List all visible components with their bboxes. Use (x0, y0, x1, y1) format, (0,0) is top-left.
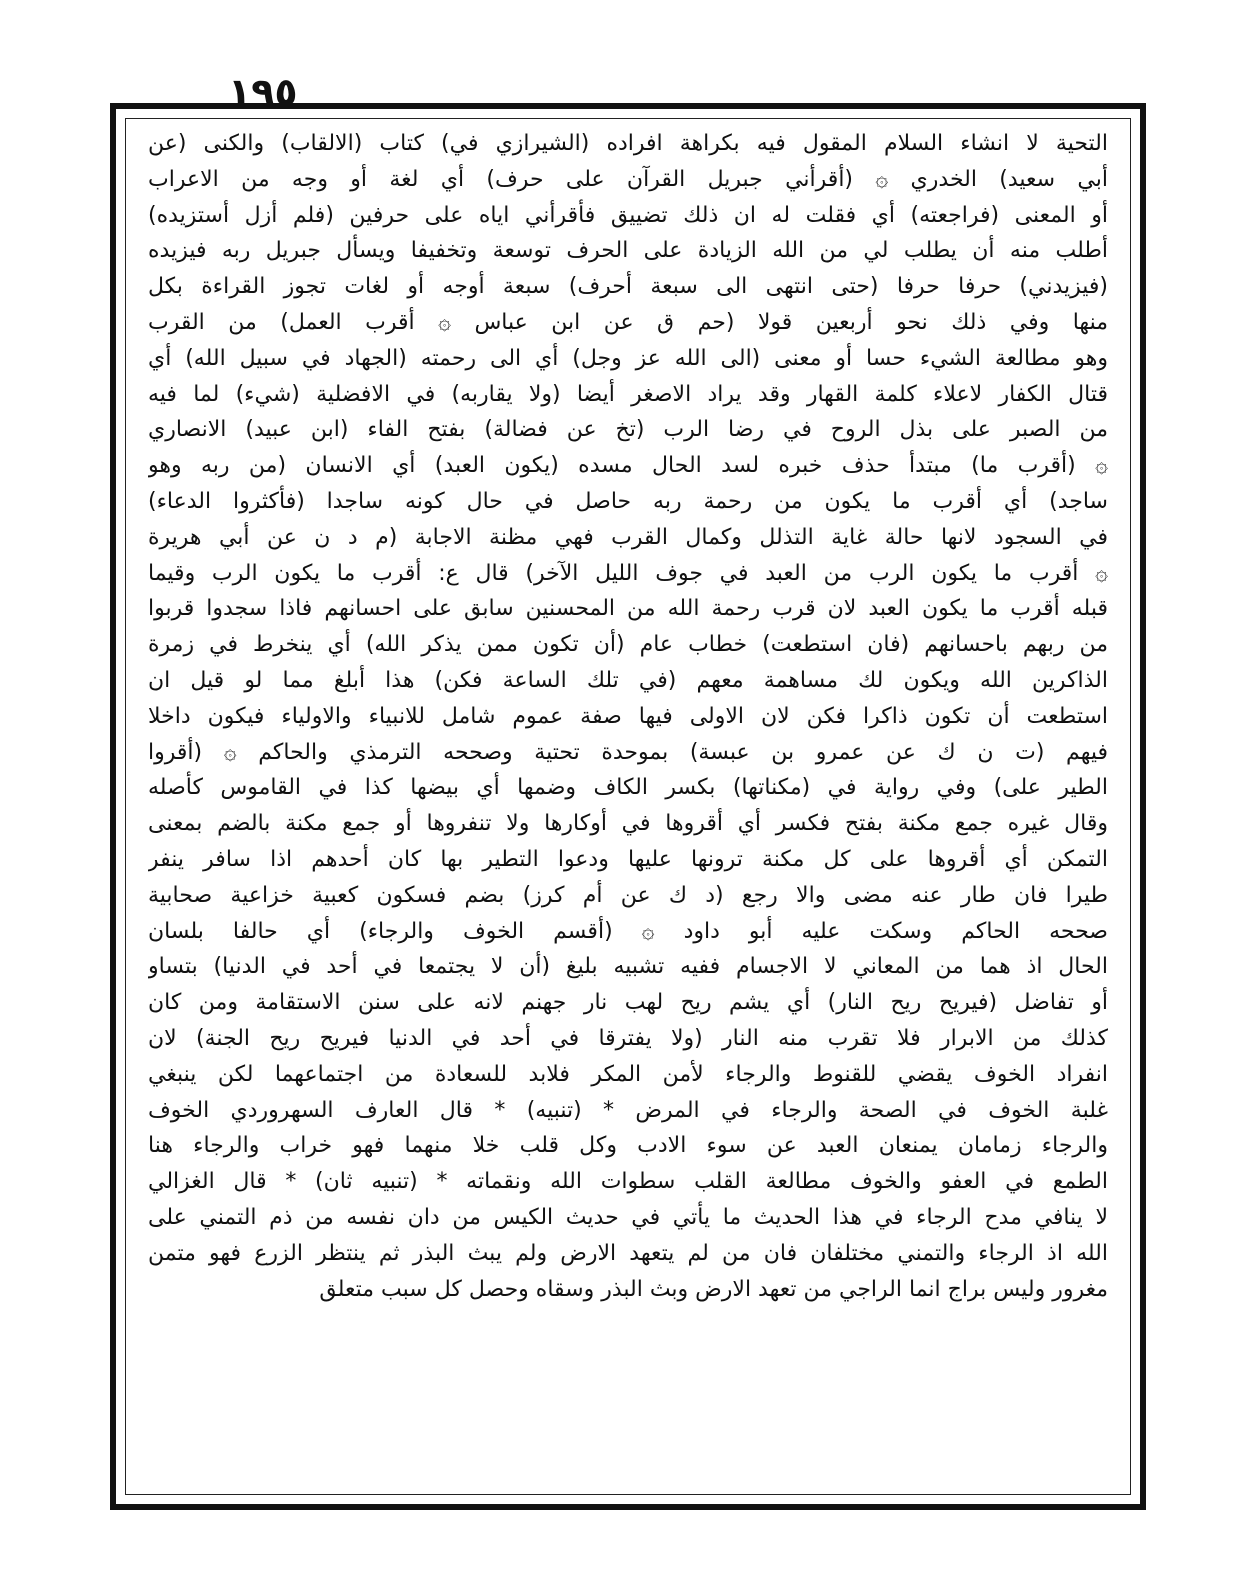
text-line-1: التحية لا انشاء السلام المقول فيه بكراهة افراده (الشيرازي في) كتاب (الالقاب) والكنى (عن (148, 131, 1108, 156)
text-line-18: فيهم (ت ن ك عن عمرو بن عبسة) بموحدة تحتية وصححه الترمذي والحاكم ۞ (أقروا (148, 739, 1108, 765)
text-line-21: التمكن أي أقروها على كل مكنة ترونها عليها ودعوا التطير بها كان أحدهم اذا سافر ينفر (148, 846, 1108, 872)
text-line-28: غلبة الخوف في الصحة والرجاء في المرض * (تنبيه) * قال العارف السهروردي الخوف (148, 1097, 1108, 1123)
text-body (148, 126, 1108, 1307)
text-line-33: مغرور وليس براج انما الراجي من تعهد الارض وبث البذر وسقاه وحصل كل سبب متعلق (319, 1276, 1108, 1302)
text-line-20: وقال غيره جمع مكنة بفتح فكسر أي أقروها في أوكارها ولا تنفروها أو جمع مكنة بالضم بمعنى (148, 811, 1108, 837)
text-line-15: من ربهم باحسانهم (فان استطعت) خطاب عام (أن تكون ممن يذكر الله) أي ينخرط في زمرة (148, 632, 1108, 658)
text-line-30: الطمع في العفو والخوف مطالعة القلب سطوات الله ونقماته * (تنبيه ثان) * قال الغزالي (148, 1169, 1108, 1195)
text-line-7: وهو مطالعة الشيء حسا أو معنى (الى الله عز وجل) أي الى رحمته (الجهاد في سبيل الله) أي (148, 345, 1108, 371)
text-line-27: انفراد الخوف يقضي للقنوط والرجاء لأمن المكر فلابد للسعادة من اجتماعهما لكن ينبغي (148, 1061, 1108, 1087)
text-line-24: الحال اذ هما من المعاني لا الاجسام ففيه تشبيه بليغ (أن لا يجتمعا في أحد في الدنيا) بتساو (148, 954, 1108, 980)
text-line-3: أو المعنى (فراجعته) أي فقلت له ان ذلك تضييق فأقرأني اياه على حرفين (فلم أزل أستزيده) (148, 202, 1108, 228)
text-line-23: صححه الحاكم وسكت عليه أبو داود ۞ (أقسم الخوف والرجاء) أي حالفا بلسان (148, 918, 1108, 944)
text-line-4: أطلب منه أن يطلب لي من الله الزيادة على الحرف توسعة وتخفيفا ويسأل جبريل ربه فيزيده (148, 238, 1108, 264)
text-line-6: منها وفي ذلك نحو أربعين قولا (حم ق عن ابن عباس ۞ أقرب العمل) من القرب (148, 309, 1108, 335)
text-line-26: كذلك من الابرار فلا تقرب منه النار (ولا يفترقا في أحد في الدنيا فيريح ريح الجنة) لان (148, 1025, 1108, 1051)
text-line-17: استطعت أن تكون ذاكرا فكن لان الاولى فيها صفة عموم شامل للانبياء والاولياء فيكون داخلا (148, 703, 1108, 729)
text-line-13: ۞ أقرب ما يكون الرب من العبد في جوف الليل الآخر) قال ع: أقرب ما يكون الرب وقيما (148, 560, 1108, 586)
text-line-16: الذاكرين الله ويكون لك مساهمة معهم (في تلك الساعة فكن) هذا أبلغ مما لو قيل ان (148, 667, 1108, 693)
text-line-31: لا ينافي مدح الرجاء في هذا الحديث ما يأتي في حديث الكيس من دان نفسه من ذم التمني على (148, 1204, 1108, 1230)
page-number: ١٩٥ (228, 70, 298, 114)
text-line-19: الطير على) وفي رواية في (مكناتها) بكسر الكاف وضمها أي بيضها كذا في القاموس كأصله (148, 775, 1108, 801)
text-line-25: أو تفاضل (فيريح ريح النار) أي يشم ريح لهب نار جهنم لانه على سنن الاستقامة ومن كان (148, 990, 1108, 1016)
text-line-5: (فيزيدني) حرفا حرفا (حتى انتهى الى سبعة أحرف) سبعة أوجه أو لغات تجوز القراءة بكل (148, 274, 1108, 300)
text-line-11: ساجد) أي أقرب ما يكون من رحمة ربه حاصل في حال كونه ساجدا (فأكثروا الدعاء) (148, 488, 1108, 514)
text-line-10: ۞ (أقرب ما) مبتدأ حذف خبره لسد الحال مسده (يكون العبد) أي الانسان (من ربه وهو (148, 453, 1108, 479)
text-line-8: قتال الكفار لاعلاء كلمة القهار وقد يراد الاصغر أيضا (ولا يقاربه) في الافضلية (شيء) لما فيه (148, 381, 1108, 407)
text-line-29: والرجاء زمامان يمنعان العبد عن سوء الادب وكل قلب خلا منهما فهو خراب والرجاء هنا (148, 1133, 1108, 1159)
text-line-9: من الصبر على بذل الروح في رضا الرب (تخ عن فضالة) بفتح الفاء (ابن عبيد) الانصاري (148, 417, 1108, 443)
text-line-2: أبي سعيد) الخدري ۞ (أقرأني جبريل القرآن على حرف) أي لغة أو وجه من الاعراب (148, 166, 1108, 192)
text-line-14: قبله أقرب ما يكون العبد لان قرب رحمة الله من المحسنين سابق على احسانهم فاذا سجدوا قربوا (148, 596, 1108, 622)
text-line-22: طيرا فان طار عنه مضى والا رجع (د ك عن أم كرز) بضم فسكون كعبية خزاعية صحابية (148, 882, 1108, 908)
text-line-32: الله اذ الرجاء والتمني مختلفان فان من لم يتعهد الارض ولم يبث البذر ثم ينتظر الزرع فهو متمن (148, 1240, 1108, 1266)
text-line-12: في السجود لانها حالة غاية التذلل وكمال القرب فهي مظنة الاجابة (م د ن عن أبي هريرة (148, 524, 1108, 550)
